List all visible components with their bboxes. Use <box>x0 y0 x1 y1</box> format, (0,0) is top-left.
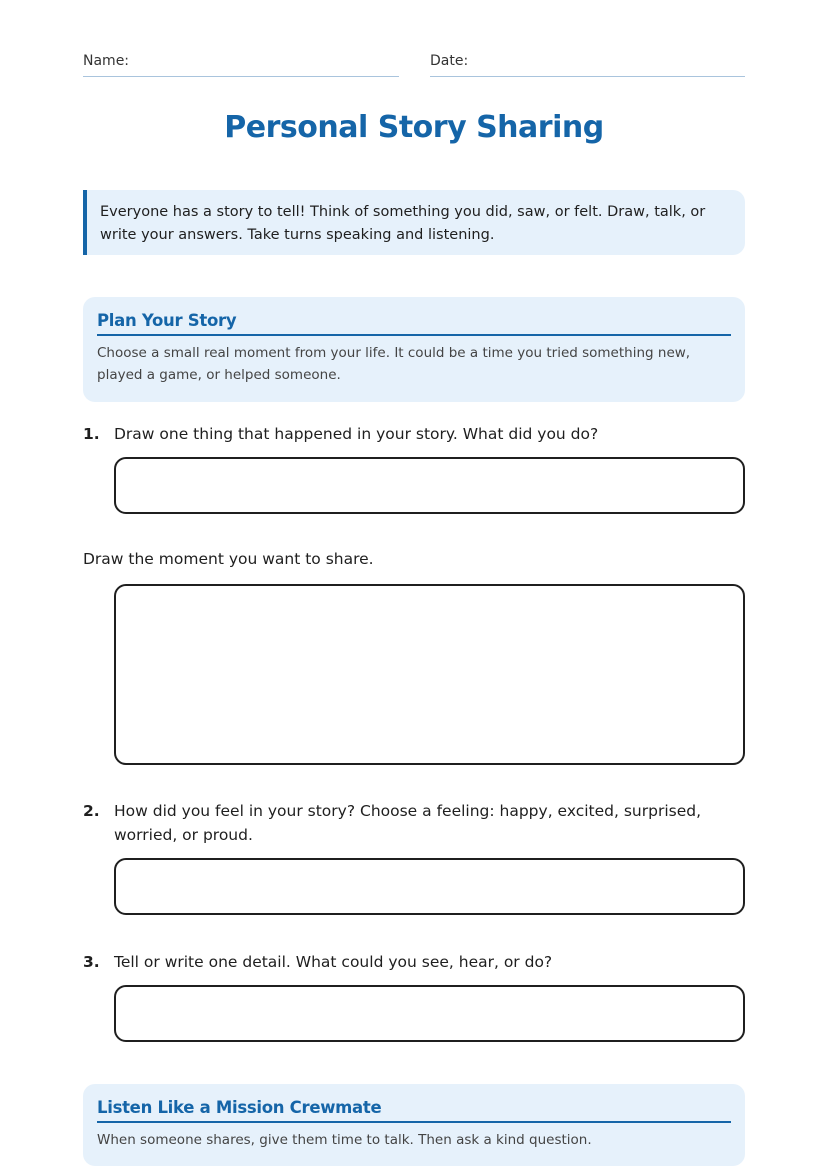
drawing-box[interactable] <box>114 584 745 765</box>
listen-section-title: Listen Like a Mission Crewmate <box>97 1098 731 1123</box>
answer-box-2[interactable] <box>114 858 745 915</box>
intro-callout: Everyone has a story to tell! Think of something you did, saw, or felt. Draw, talk, or write your answers. Take turns speaking and listening. <box>83 190 745 255</box>
page-title: Personal Story Sharing <box>224 110 604 145</box>
plan-section-text: Choose a small real moment from your life. It could be a time you tried something new, played a game, or helped someone. <box>97 345 691 383</box>
name-field[interactable] <box>83 50 399 77</box>
question-text: Draw one thing that happened in your story. What did you do? <box>114 425 599 443</box>
question-1 <box>83 422 745 446</box>
date-label: Date: <box>430 53 469 69</box>
question-number: 3. <box>83 953 100 971</box>
answer-box-3[interactable] <box>114 985 745 1042</box>
answer-box-1[interactable] <box>114 457 745 514</box>
listen-section-text: When someone shares, give them time to talk. Then ask a kind question. <box>97 1132 592 1148</box>
date-field[interactable] <box>430 50 745 77</box>
name-label: Name: <box>83 53 130 69</box>
question-text: Tell or write one detail. What could you see, hear, or do? <box>114 953 553 971</box>
plan-section-title: Plan Your Story <box>97 311 731 336</box>
question-number: 1. <box>83 425 100 443</box>
plan-section <box>83 297 745 402</box>
draw-prompt: Draw the moment you want to share. <box>83 550 374 568</box>
listen-section <box>83 1084 745 1166</box>
header-fields <box>83 50 745 78</box>
question-3 <box>83 950 745 974</box>
question-2 <box>83 799 745 847</box>
question-text: How did you feel in your story? Choose a feeling: happy, excited, surprised, worried, or proud. <box>114 802 702 844</box>
question-number: 2. <box>83 802 100 820</box>
